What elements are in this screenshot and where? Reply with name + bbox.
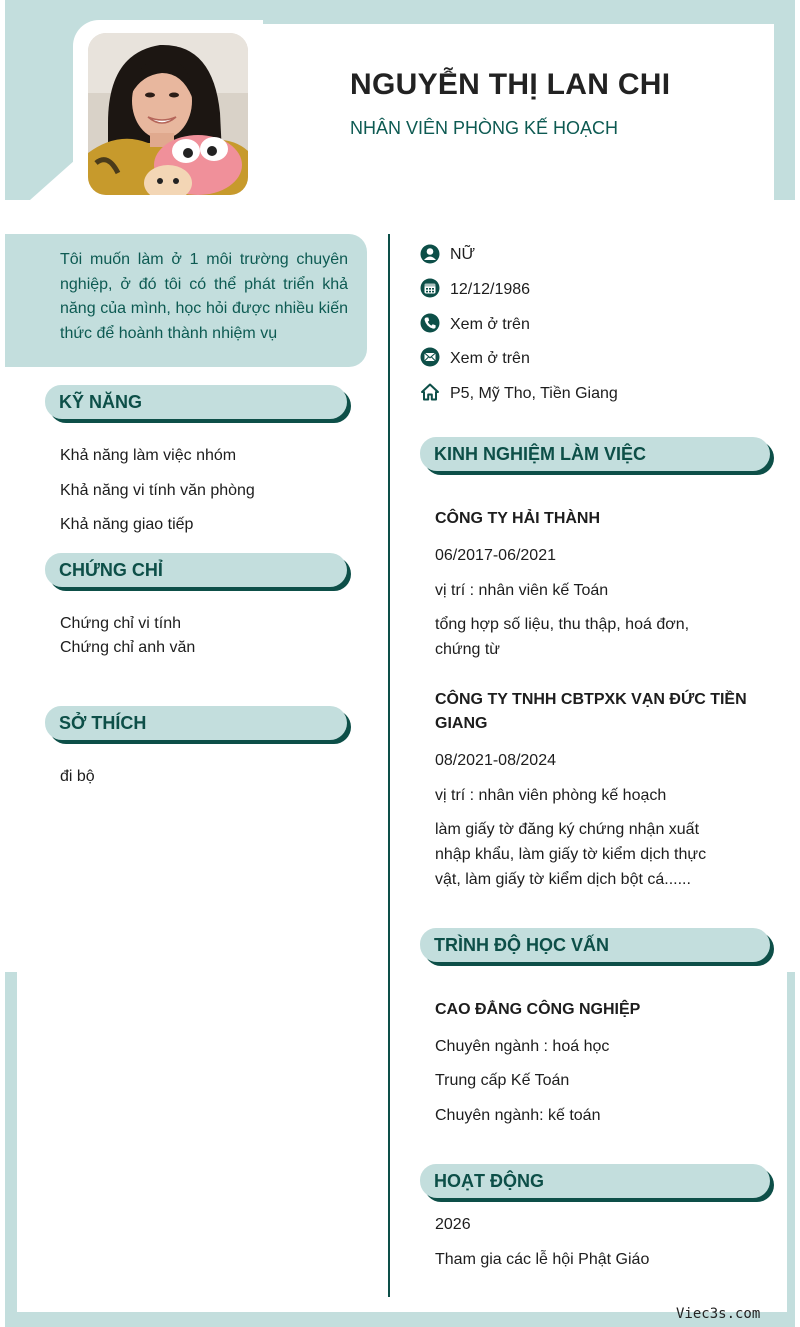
birthday-value: 12/12/1986 — [450, 281, 531, 298]
experience-heading-label: KINH NGHIỆM LÀM VIỆC — [434, 444, 647, 464]
watermark: Viec3s.com — [676, 1306, 761, 1322]
job-period: 08/2021-08/2024 — [435, 752, 556, 769]
education-heading — [420, 928, 770, 962]
phone-icon — [420, 313, 440, 338]
job-position: vị trí : nhân viên kế Toán — [435, 582, 609, 599]
calendar-icon — [420, 278, 440, 303]
experience-heading — [420, 437, 770, 471]
activities-heading-label: HOẠT ĐỘNG — [434, 1171, 544, 1191]
left-border-strip — [5, 972, 17, 1327]
skill-item: Khả năng giao tiếp — [60, 516, 194, 533]
column-divider — [388, 234, 390, 1297]
education-item: Chuyên ngành : hoá học — [435, 1038, 610, 1055]
skill-item: Khả năng vi tính văn phòng — [60, 482, 255, 499]
job-description: làm giấy tờ đăng ký chứng nhận xuất nhập khẩu, làm giấy tờ kiểm dịch thực vật, làm giấy tờ kiểm dịch bột cá...... — [435, 821, 707, 888]
certificates-heading-label: CHỨNG CHỈ — [59, 560, 163, 580]
avatar — [88, 33, 248, 195]
skills-heading-label: KỸ NĂNG — [59, 392, 143, 412]
photo-card-wedge — [30, 160, 75, 200]
certificate-item: Chứng chỉ anh văn — [60, 639, 196, 656]
email-value: Xem ở trên — [450, 350, 530, 367]
skill-item: Khả năng làm việc nhóm — [60, 447, 237, 464]
job-company: CÔNG TY HẢI THÀNH — [435, 510, 601, 527]
gender-value: NỮ — [450, 246, 476, 263]
job-description: tổng hợp số liệu, thu thập, hoá đơn, chứng từ — [435, 616, 690, 658]
education-heading-label: TRÌNH ĐỘ HỌC VẤN — [434, 935, 609, 955]
objective-text: Tôi muốn làm ở 1 môi trường chuyên nghiệp, ở đó tôi có thể phát triển khả năng của mình, học hỏi được nhiều kiến thức để hoành thành nhiệm vụ — [60, 251, 348, 342]
activity-year: 2026 — [435, 1216, 471, 1233]
candidate-name: NGUYỄN THỊ LAN CHI — [350, 68, 671, 101]
hobbies-heading-label: SỞ THÍCH — [59, 713, 147, 733]
phone-value: Xem ở trên — [450, 316, 530, 333]
gender-icon — [420, 244, 440, 269]
candidate-job-title: NHÂN VIÊN PHÒNG KẾ HOẠCH — [350, 118, 619, 138]
activities-heading — [420, 1164, 770, 1198]
header-panel — [245, 24, 774, 200]
job-position: vị trí : nhân viên phòng kế hoạch — [435, 787, 667, 804]
job-period: 06/2017-06/2021 — [435, 547, 556, 564]
education-item: Trung cấp Kế Toán — [435, 1072, 570, 1089]
education-item: Chuyên ngành: kế toán — [435, 1107, 601, 1124]
hobby-item: đi bộ — [60, 768, 95, 785]
education-school: CAO ĐẲNG CÔNG NGHIỆP — [435, 1001, 641, 1018]
certificates-heading — [45, 553, 347, 587]
hobbies-heading — [45, 706, 347, 740]
skills-heading — [45, 385, 347, 419]
right-border-strip — [787, 972, 795, 1327]
address-value: P5, Mỹ Tho, Tiền Giang — [450, 385, 618, 402]
job-company: CÔNG TY TNHH CBTPXK VẠN ĐỨC TIỀN GIANG — [435, 691, 747, 732]
home-icon — [420, 382, 440, 407]
email-icon — [420, 347, 440, 372]
activity-description: Tham gia các lễ hội Phật Giáo — [435, 1251, 650, 1268]
certificate-item: Chứng chỉ vi tính — [60, 615, 181, 632]
